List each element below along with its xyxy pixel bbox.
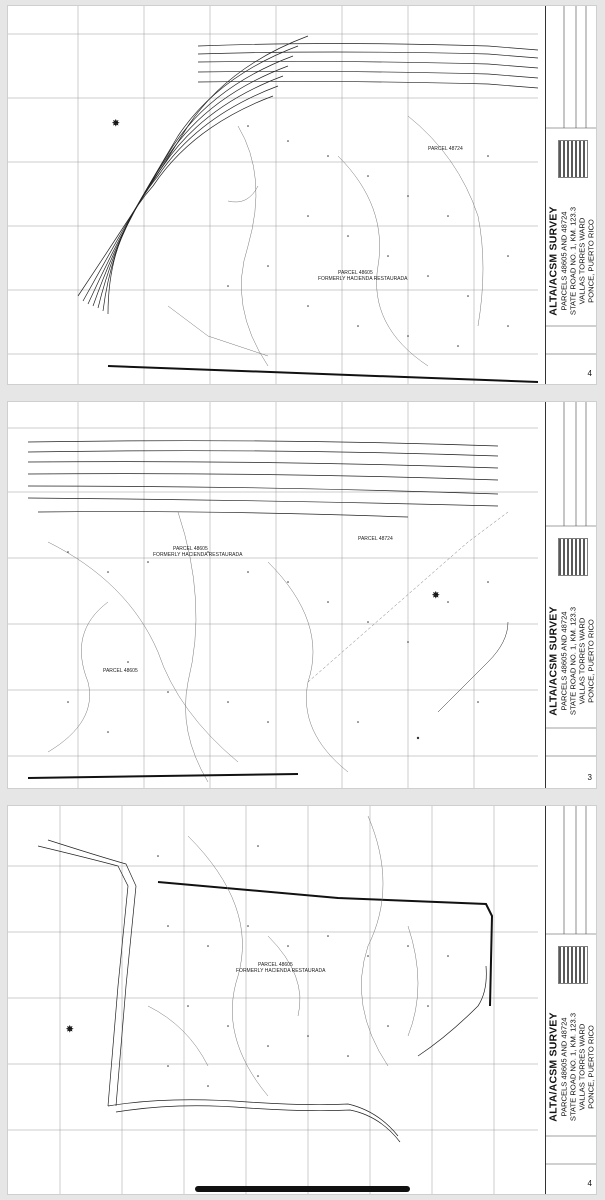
survey-sheet-1 — [8, 6, 596, 384]
parcel-note: FORMERLY HACIENDA RESTAURADA — [153, 552, 243, 558]
survey-sheet-3 — [8, 806, 596, 1194]
survey-drawing-3 — [8, 806, 596, 1194]
survey-drawing-1 — [8, 6, 596, 384]
parcel-label-a: PARCEL 48724 — [428, 146, 463, 152]
title-text: ALTA/ACSM SURVEY PARCELS 48605 AND 48724 STATE ROAD NO. 1, KM. 123.3 VALLAS TORRES WARD PONCE, PUERTO RICO — [547, 206, 596, 316]
north-arrow-icon: ✵ — [432, 590, 440, 600]
parcel-note: FORMERLY HACIENDA RESTAURADA — [236, 968, 326, 974]
sheet-number: 4 — [587, 369, 592, 378]
title-block — [545, 402, 596, 788]
sheet-number: 3 — [587, 773, 592, 782]
sheet-number: 4 — [587, 1179, 592, 1188]
survey-sheet-2 — [8, 402, 596, 788]
parcel-label-b: PARCEL 48605 — [338, 270, 373, 276]
north-arrow-icon: ✵ — [112, 118, 120, 128]
title-text: ALTA/ACSM SURVEY PARCELS 48605 AND 48724 STATE ROAD NO. 1, KM. 123.3 VALLAS TORRES WARD PONCE, PUERTO RICO — [547, 606, 596, 716]
parcel-label-b: PARCEL 48605 — [173, 546, 208, 552]
parcel-label-a: PARCEL 48605 — [258, 962, 293, 968]
parcel-note: FORMERLY HACIENDA RESTAURADA — [318, 276, 408, 282]
survey-drawing-2 — [8, 402, 596, 788]
title-block — [545, 806, 596, 1194]
parcel-label-b-lower: PARCEL 48605 — [103, 668, 138, 674]
title-block — [545, 6, 596, 384]
title-text: ALTA/ACSM SURVEY PARCELS 48605 AND 48724 STATE ROAD NO. 1, KM. 123.3 VALLAS TORRES WARD PONCE, PUERTO RICO — [547, 1012, 596, 1122]
home-indicator[interactable] — [195, 1186, 410, 1192]
north-arrow-icon: ✵ — [66, 1024, 74, 1034]
parcel-label-a: PARCEL 48724 — [358, 536, 393, 542]
